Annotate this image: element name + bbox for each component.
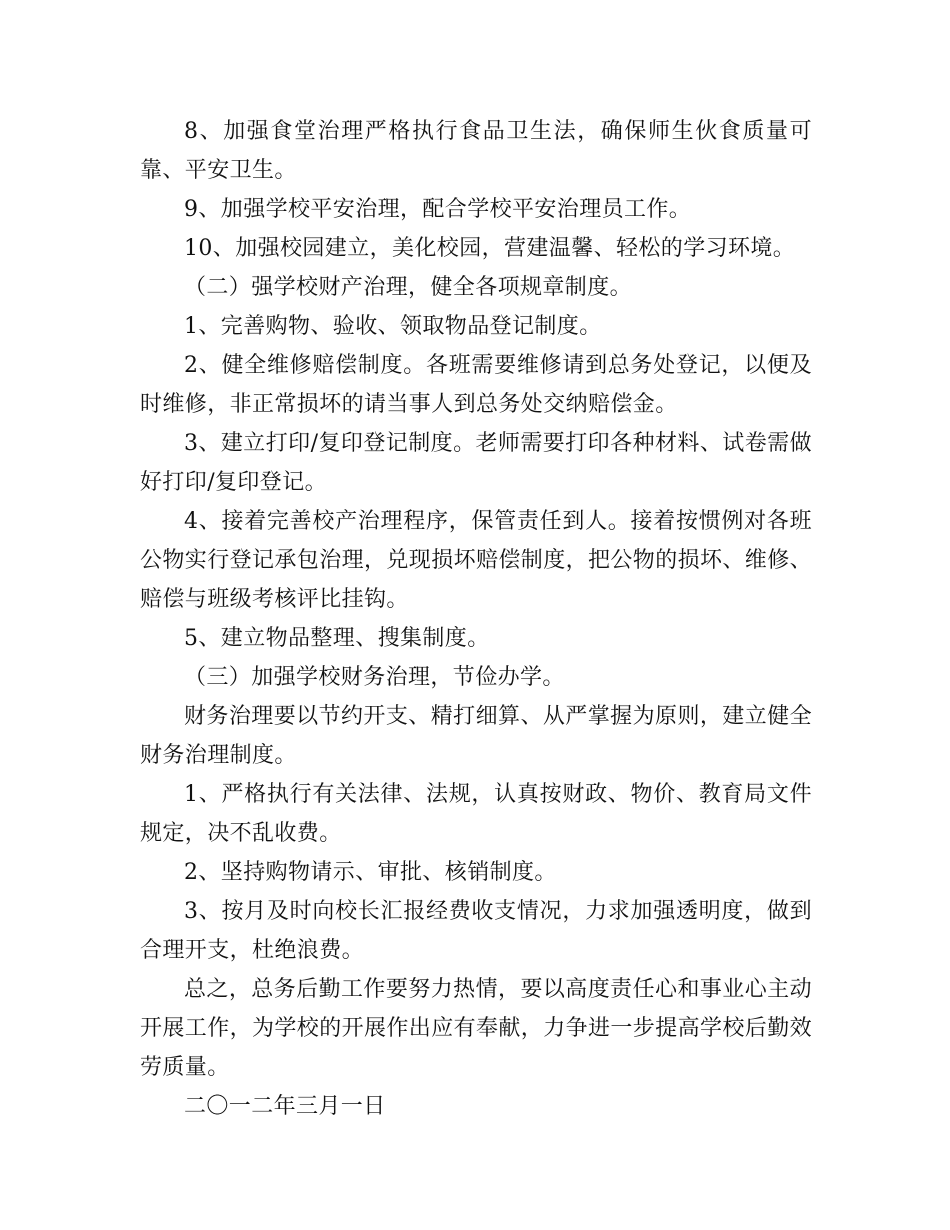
paragraph-summary: 总之，总务后勤工作要努力热情，要以高度责任心和事业心主动开展工作，为学校的开展作出应有奉献，力争进一步提高学校后勤效劳质量。 [140, 977, 813, 1080]
section-heading-3: （三）加强学校财务治理，节俭办学。 [184, 665, 565, 690]
paragraph-item-3b: 3、按月及时向校长汇报经费收支情况，力求加强透明度，做到合理开支，杜绝浪费。 [140, 899, 812, 963]
paragraph-item-8: 8、加强食堂治理严格执行食品卫生法，确保师生伙食质量可靠、平安卫生。 [140, 119, 812, 183]
paragraph-item-1b: 1、严格执行有关法律、法规，认真按财政、物价、教育局文件规定，决不乱收费。 [140, 782, 812, 846]
paragraph-item-10: 10、加强校园建立，美化校园，营建温馨、轻松的学习环境。 [184, 236, 796, 261]
document-body [140, 112, 812, 1126]
paragraph-item-3: 3、建立打印/复印登记制度。老师需要打印各种材料、试卷需做好打印/复印登记。 [140, 431, 812, 495]
paragraph-intro: 财务治理要以节约开支、精打细算、从严掌握为原则，建立健全财务治理制度。 [140, 704, 812, 768]
section-heading-2: （二）强学校财产治理，健全各项规章制度。 [184, 275, 633, 300]
paragraph-item-2b: 2、坚持购物请示、审批、核销制度。 [184, 860, 557, 885]
paragraph-item-2: 2、健全维修赔偿制度。各班需要维修请到总务处登记，以便及时维修，非正常损坏的请当事人到总务处交纳赔偿金。 [140, 353, 812, 417]
paragraph-item-1: 1、完善购物、验收、领取物品登记制度。 [184, 314, 602, 339]
paragraph-item-9: 9、加强学校平安治理，配合学校平安治理员工作。 [184, 197, 692, 222]
paragraph-item-4: 4、接着完善校产治理程序，保管责任到人。接着按惯例对各班公物实行登记承包治理，兑现损坏赔偿制度，把公物的损坏、维修、赔偿与班级考核评比挂钩。 [140, 509, 813, 612]
document-date: 二〇一二年三月一日 [184, 1094, 386, 1119]
paragraph-item-5: 5、建立物品整理、搜集制度。 [184, 626, 490, 651]
